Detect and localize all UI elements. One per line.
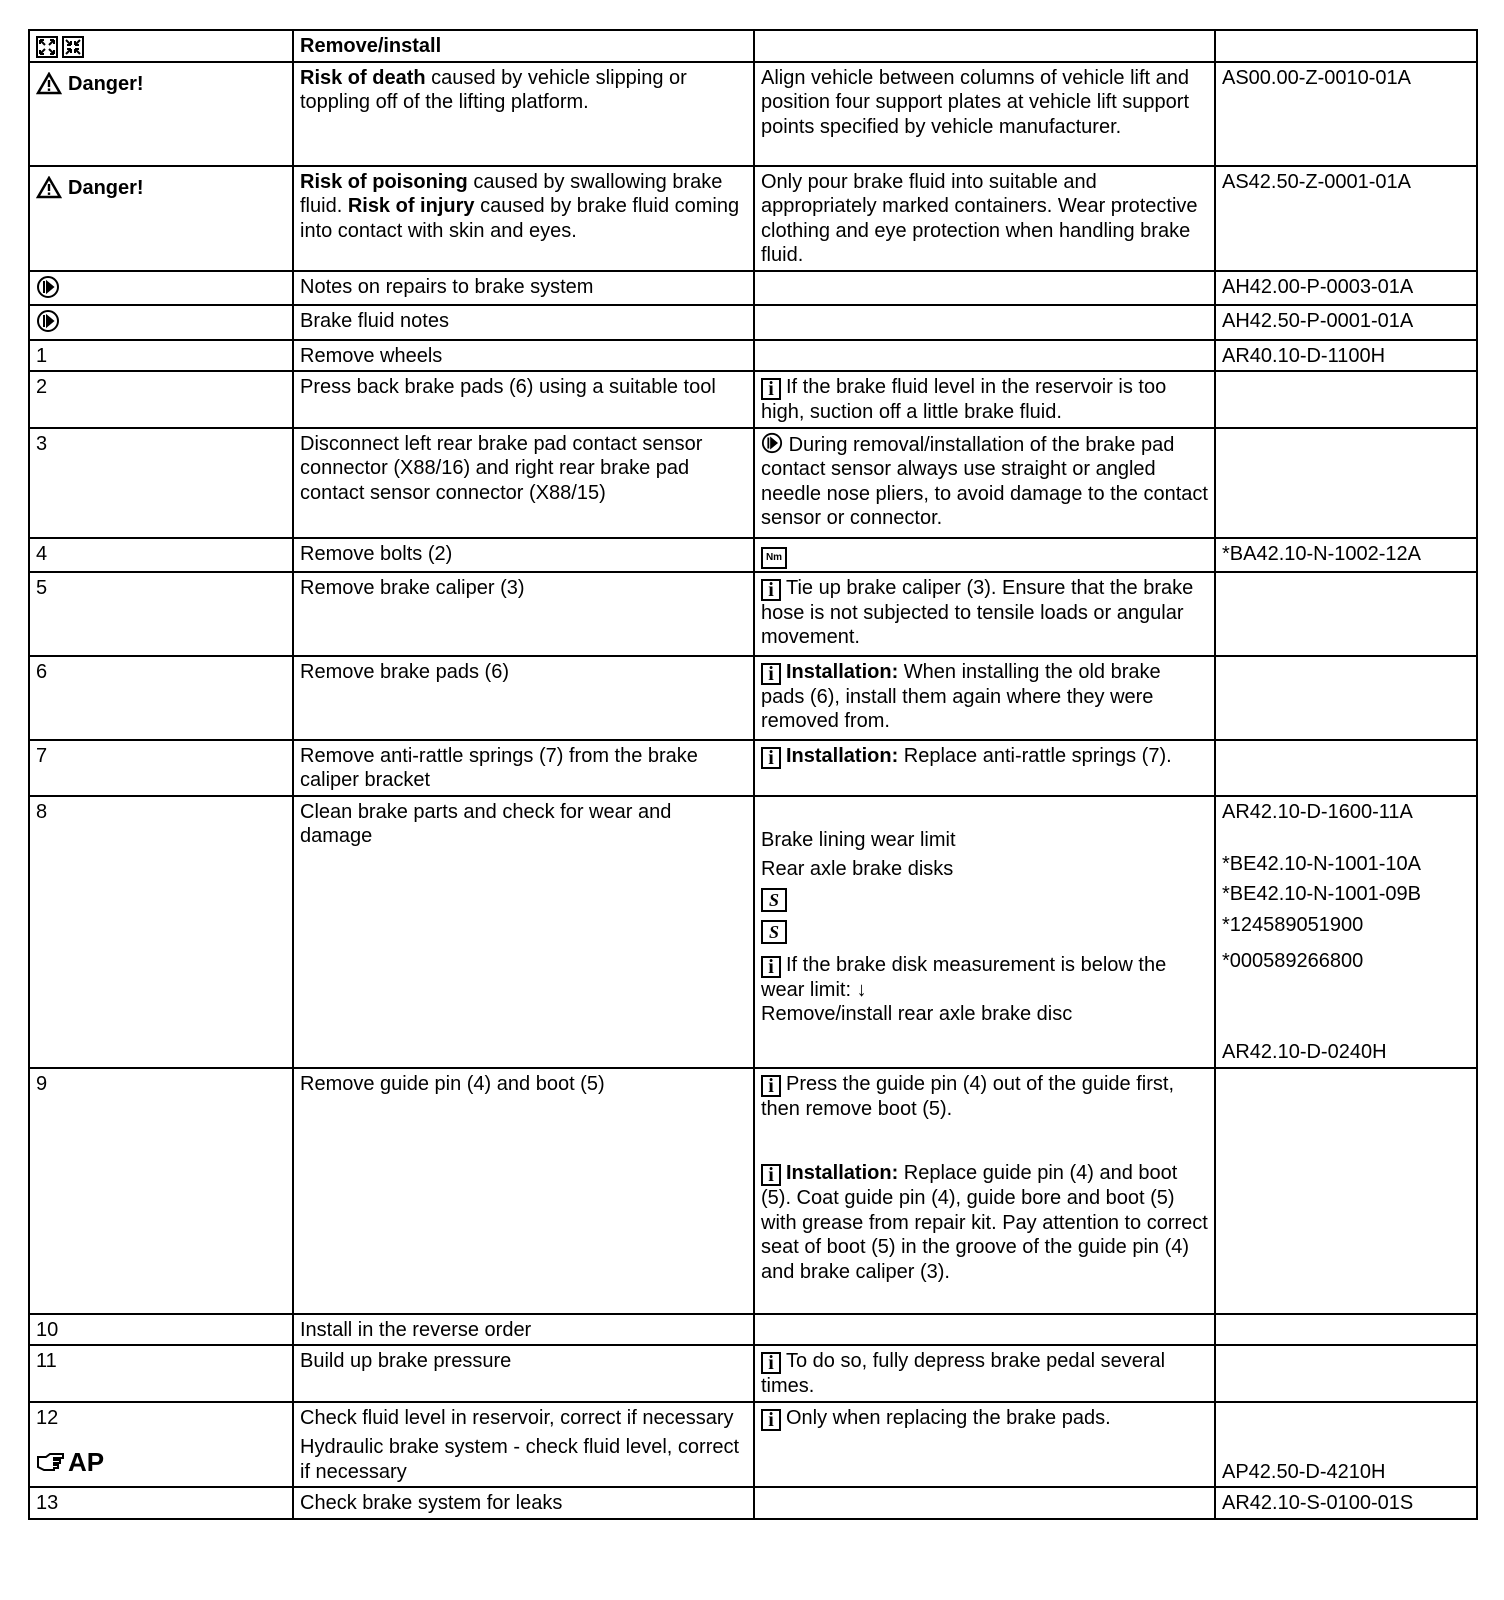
- step-row: 4 Remove bolts (2) Nm *BA42.10-N-1002-12A: [29, 538, 1477, 572]
- special-tool-icon[interactable]: S: [761, 920, 787, 944]
- collapse-icon: [62, 36, 84, 58]
- info-icon: i: [761, 1352, 781, 1374]
- note-row: Notes on repairs to brake system AH42.00-P-0003-01A: [29, 271, 1477, 306]
- step-row: 9 Remove guide pin (4) and boot (5) i Press the guide pin (4) out of the guide first, then remove boot (5). i Installation: Replace guide pin (4) and boot (5). Coat guide pin (4), guide bore and boot (5) with grease from repair kit. Pay attention to correct seat of boot (5) in the groove of the guide pin (4) and brake caliper (3).: [29, 1068, 1477, 1314]
- info-icon: i: [761, 1164, 781, 1186]
- note-ref[interactable]: AH42.00-P-0003-01A: [1215, 271, 1477, 306]
- step-row: 11 Build up brake pressure i To do so, fully depress brake pedal several times.: [29, 1345, 1477, 1402]
- info-icon: i: [761, 579, 781, 601]
- notice-icon: [36, 309, 60, 333]
- notice-icon: [761, 432, 783, 454]
- danger-ref[interactable]: AS42.50-Z-0001-01A: [1215, 166, 1477, 271]
- danger-label: Danger!: [68, 72, 144, 95]
- danger-row: Danger! Risk of poisoning caused by swallowing brake fluid. Risk of injury caused by brake fluid coming into contact with skin and eyes. Only pour brake fluid into suitable and appropriately marked containers. Wear protective clothing and eye protection when handling brake fluid. AS42.50-Z-0001-01A: [29, 166, 1477, 271]
- step-row: 7 Remove anti-rattle springs (7) from the brake caliper bracket i Installation: Replace anti-rattle springs (7).: [29, 740, 1477, 796]
- danger-ref[interactable]: AS00.00-Z-0010-01A: [1215, 62, 1477, 166]
- info-icon: i: [761, 378, 781, 400]
- header-title: Remove/install: [293, 30, 754, 62]
- torque-icon[interactable]: Nm: [761, 547, 787, 569]
- step-row: 13 Check brake system for leaks AR42.10-S-0100-01S: [29, 1487, 1477, 1519]
- note-row: Brake fluid notes AH42.50-P-0001-01A: [29, 305, 1477, 340]
- info-icon: i: [761, 747, 781, 769]
- info-icon: i: [761, 663, 781, 685]
- special-tool-icon[interactable]: S: [761, 888, 787, 912]
- pointing-hand-icon: [36, 1451, 66, 1473]
- danger-measure: Align vehicle between columns of vehicle lift and position four support plates at vehicle lift support points specified by vehicle manufacturer.: [754, 62, 1215, 166]
- step-row: 2 Press back brake pads (6) using a suitable tool i If the brake fluid level in the reservoir is too high, suction off a little brake fluid.: [29, 371, 1477, 428]
- step-row: 10 Install in the reverse order: [29, 1314, 1477, 1346]
- notice-icon: [36, 275, 60, 299]
- info-icon: i: [761, 1075, 781, 1097]
- step-row: 5 Remove brake caliper (3) i Tie up brake caliper (3). Ensure that the brake hose is not subjected to tensile loads or angular movement.: [29, 572, 1477, 656]
- header-row: [29, 30, 1477, 62]
- info-icon: i: [761, 1409, 781, 1431]
- danger-row: Danger! Risk of death caused by vehicle slipping or toppling off of the lifting platform. Align vehicle between columns of vehicle lift and position four support plates at vehicle lift support points specified by vehicle manufacturer. AS00.00-Z-0010-01A: [29, 62, 1477, 166]
- step-row: 12 AP Check fluid level in reservoir, correct if necessary Hydraulic brake system - check fluid level, correct if necessary i Only when replacing the brake pads. AP42.50-D-4210H: [29, 1402, 1477, 1488]
- ap-link[interactable]: AP: [36, 1450, 286, 1475]
- expand-icon: [36, 36, 58, 58]
- step-row: 3 Disconnect left rear brake pad contact sensor connector (X88/16) and right rear brake pad contact sensor connector (X88/15) During removal/installation of the brake pad contact sensor always use straight or angled needle nose pliers, to avoid damage to the contact sensor or connector.: [29, 428, 1477, 538]
- step-row: 6 Remove brake pads (6) i Installation: When installing the old brake pads (6), install them again where they were removed from.: [29, 656, 1477, 740]
- note-ref[interactable]: AH42.50-P-0001-01A: [1215, 305, 1477, 340]
- danger-label: Danger!: [68, 176, 144, 199]
- step-row: 1 Remove wheels AR40.10-D-1100H: [29, 340, 1477, 372]
- arrow-down-icon: ↓: [856, 978, 867, 1001]
- warning-icon: [36, 72, 62, 95]
- repair-procedure-table: [28, 29, 1478, 1520]
- info-icon: i: [761, 956, 781, 978]
- danger-measure: Only pour brake fluid into suitable and appropriately marked containers. Wear protective clothing and eye protection when handling brake fluid.: [754, 166, 1215, 271]
- step-row: 8 Clean brake parts and check for wear and damage Brake lining wear limit Rear axle brake disks S S i If the brake disk measurement is below the wear limit: ↓ Remove/install rear axle brake disc AR42.10-D-1600-11A *BE42.10-N-1001-10A *BE42.10-N-1001-09B *124589051900 *000589266800 AR42.10-D-0240H: [29, 796, 1477, 1068]
- warning-icon: [36, 176, 62, 199]
